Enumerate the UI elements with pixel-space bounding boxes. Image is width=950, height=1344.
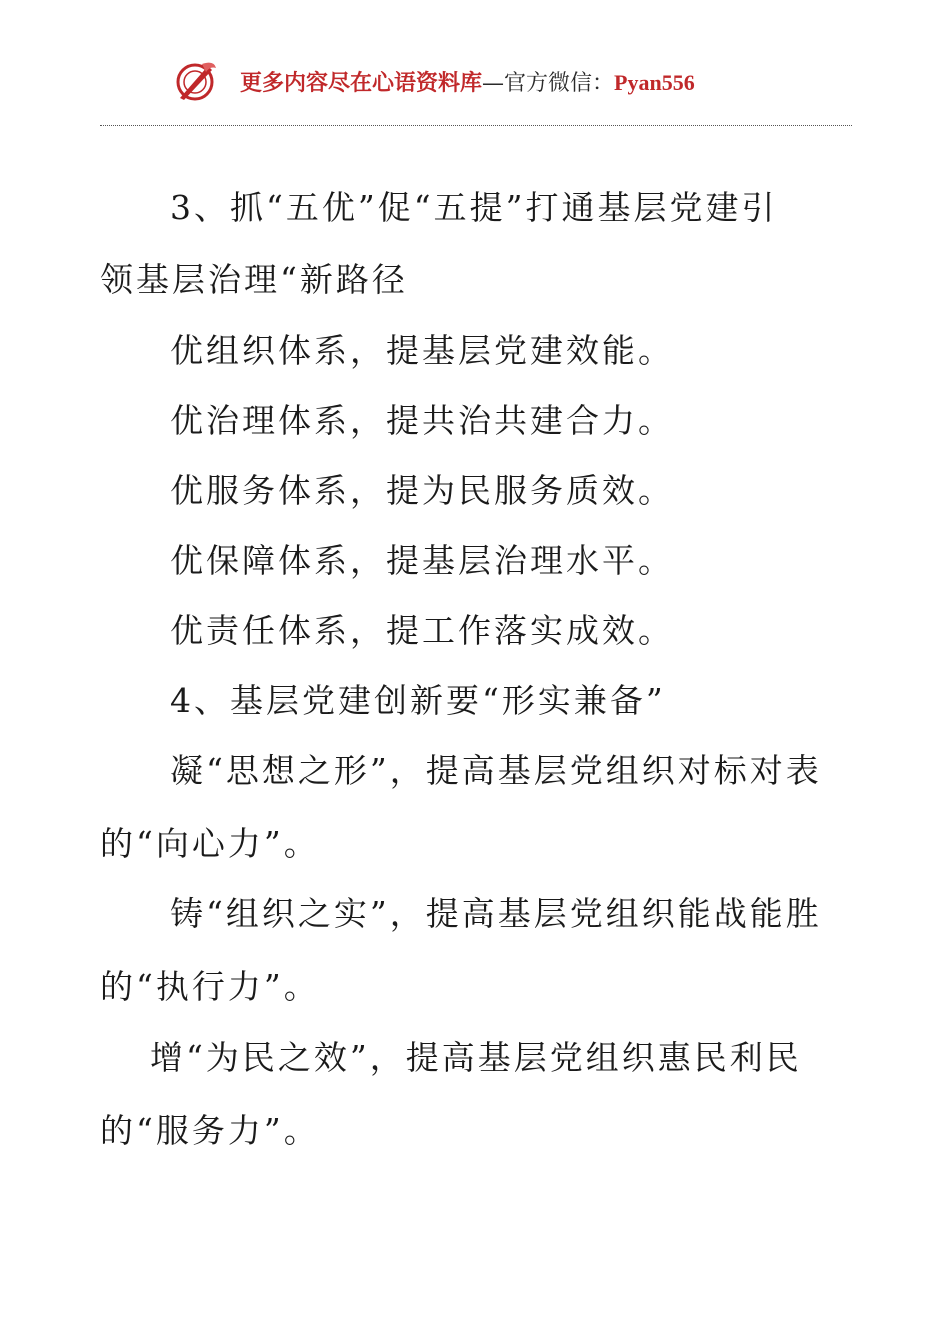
header-divider	[100, 125, 852, 126]
section-4-heading: 4、基层党建创新要“形实兼备”	[170, 681, 666, 720]
page-header	[0, 52, 950, 112]
paragraph-line: 优责任体系，提工作落实成效。	[170, 611, 674, 650]
section-3-heading-cont: 领基层治理“新路径	[100, 260, 408, 299]
paragraph-line: 优保障体系，提基层治理水平。	[170, 541, 674, 580]
header-wechat-label: —官方微信：	[482, 71, 615, 96]
paragraph-line-cont: 的“服务力”。	[100, 1111, 320, 1150]
header-banner-text	[240, 66, 695, 97]
paragraph-line: 优服务体系，提为民服务质效。	[170, 471, 674, 510]
quill-logo-icon	[172, 58, 218, 104]
paragraph-line: 优治理体系，提共治共建合力。	[170, 401, 674, 440]
paragraph-line-cont: 的“向心力”。	[100, 824, 320, 863]
paragraph-line: 凝“思想之形”，提高基层党组织对标对表	[170, 751, 822, 790]
paragraph-line: 增“为民之效”，提高基层党组织惠民利民	[150, 1038, 802, 1077]
paragraph-line-cont: 的“执行力”。	[100, 967, 320, 1006]
header-library-name: 更多内容尽在心语资料库	[240, 70, 483, 96]
section-3-heading: 3、抓“五优”促“五提”打通基层党建引	[170, 188, 778, 227]
paragraph-line: 优组织体系，提基层党建效能。	[170, 331, 674, 370]
header-wechat-id: Pyan556	[614, 70, 695, 95]
paragraph-line: 铸“组织之实”，提高基层党组织能战能胜	[170, 894, 822, 933]
